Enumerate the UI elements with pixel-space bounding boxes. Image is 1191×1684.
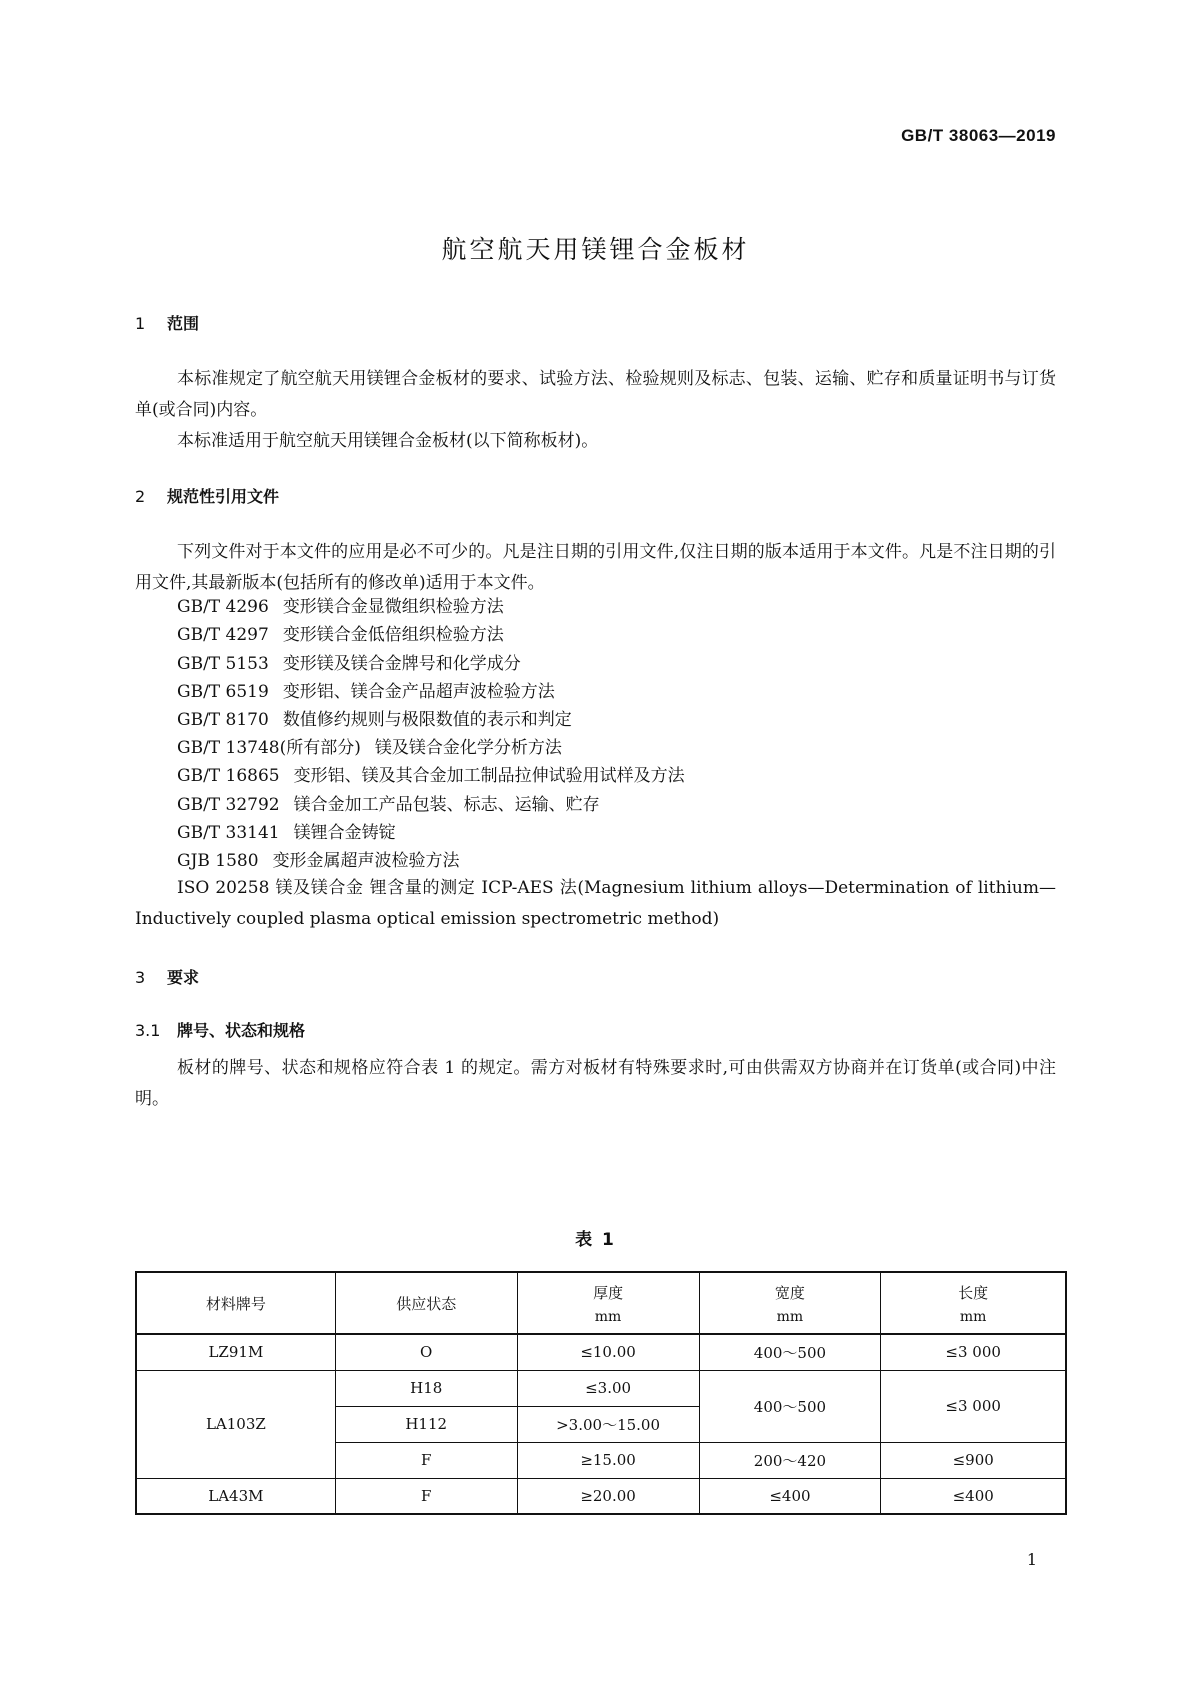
reference-title: 变形铝、镁及其合金加工制品拉伸试验用试样及方法 bbox=[293, 766, 685, 786]
header-grade: 材料牌号 bbox=[136, 1272, 335, 1334]
reference-title: 变形镁及镁合金牌号和化学成分 bbox=[282, 654, 521, 674]
unit-label: mm bbox=[776, 1308, 804, 1325]
cell-width: 400～500 bbox=[699, 1334, 881, 1370]
references-intro bbox=[135, 537, 1056, 599]
page-number: 1 bbox=[1026, 1550, 1037, 1569]
cell-thickness: ≤10.00 bbox=[517, 1334, 699, 1370]
iso-reference-text: ISO 20258 镁及镁合金 锂含量的测定 ICP-AES 法(Magnesium lithium alloys—Determination of lithium—Inductively coupled plasma optical emission spectrometric method) bbox=[135, 878, 1056, 929]
reference-title: 变形镁合金显微组织检验方法 bbox=[282, 597, 504, 617]
section-heading-normative-references bbox=[135, 484, 279, 507]
section-heading-requirements bbox=[135, 965, 199, 988]
header-label: 宽度 bbox=[774, 1283, 805, 1302]
reference-code: GB/T 33141 bbox=[177, 823, 280, 843]
section-title: 规范性引用文件 bbox=[167, 487, 280, 506]
standard-code: GB/T 38063—2019 bbox=[901, 126, 1056, 145]
unit-label: mm bbox=[594, 1308, 622, 1325]
cell-temper: F bbox=[335, 1478, 517, 1514]
unit-label: mm bbox=[959, 1308, 987, 1325]
specification-table bbox=[135, 1271, 1067, 1515]
reference-code: GB/T 8170 bbox=[177, 710, 269, 730]
grade-paragraph bbox=[135, 1053, 1056, 1115]
cell-length: ≤900 bbox=[881, 1442, 1066, 1478]
cell-width: 400～500 bbox=[699, 1370, 881, 1442]
cell-width: 200～420 bbox=[699, 1442, 881, 1478]
reference-code: GB/T 6519 bbox=[177, 682, 269, 702]
reference-code: GB/T 5153 bbox=[177, 654, 269, 674]
reference-item bbox=[177, 625, 504, 645]
cell-temper: H18 bbox=[335, 1370, 517, 1406]
subsection-number: 3.1 bbox=[135, 1021, 161, 1040]
cell-width: ≤400 bbox=[699, 1478, 881, 1514]
reference-title: 变形金属超声波检验方法 bbox=[272, 851, 460, 871]
cell-thickness: ≤3.00 bbox=[517, 1370, 699, 1406]
references-intro-paragraph: 下列文件对于本文件的应用是必不可少的。凡是注日期的引用文件,仅注日期的版本适用于本文件。凡是不注日期的引用文件,其最新版本(包括所有的修改单)适用于本文件。 bbox=[135, 542, 1056, 593]
section-title: 范围 bbox=[167, 314, 200, 333]
reference-code: GB/T 13748(所有部分) bbox=[177, 738, 361, 758]
section-number: 1 bbox=[135, 314, 146, 333]
header-thickness bbox=[517, 1272, 699, 1334]
reference-item bbox=[177, 710, 572, 730]
table-header-row bbox=[136, 1272, 1066, 1334]
reference-title: 镁合金加工产品包装、标志、运输、贮存 bbox=[293, 795, 600, 815]
reference-item bbox=[177, 597, 504, 617]
reference-item bbox=[177, 851, 460, 871]
cell-thickness: ≥15.00 bbox=[517, 1442, 699, 1478]
header-label: 厚度 bbox=[593, 1283, 624, 1302]
reference-item bbox=[177, 654, 521, 674]
scope-paragraph-2: 本标准适用于航空航天用镁锂合金板材(以下简称板材)。 bbox=[177, 431, 599, 451]
cell-temper: O bbox=[335, 1334, 517, 1370]
header-label: 长度 bbox=[958, 1283, 989, 1302]
document-title: 航空航天用镁锂合金板材 bbox=[441, 235, 750, 264]
table-row bbox=[136, 1478, 1066, 1514]
reference-code: GB/T 4297 bbox=[177, 625, 269, 645]
scope-paragraphs bbox=[135, 364, 1056, 457]
section-number: 3 bbox=[135, 968, 146, 987]
section-title: 要求 bbox=[167, 968, 200, 987]
reference-item bbox=[177, 766, 685, 786]
reference-code: GB/T 16865 bbox=[177, 766, 280, 786]
iso-reference bbox=[135, 873, 1056, 935]
cell-length: ≤3 000 bbox=[881, 1334, 1066, 1370]
reference-code: GJB 1580 bbox=[177, 851, 259, 871]
reference-title: 数值修约规则与极限数值的表示和判定 bbox=[282, 710, 572, 730]
reference-item bbox=[177, 795, 600, 815]
reference-code: GB/T 32792 bbox=[177, 795, 280, 815]
table-row bbox=[136, 1370, 1066, 1406]
cell-grade: LZ91M bbox=[136, 1334, 335, 1370]
reference-item bbox=[177, 738, 562, 758]
cell-length: ≤3 000 bbox=[881, 1370, 1066, 1442]
header-width bbox=[699, 1272, 881, 1334]
reference-item bbox=[177, 682, 555, 702]
cell-thickness: >3.00～15.00 bbox=[517, 1406, 699, 1442]
cell-length: ≤400 bbox=[881, 1478, 1066, 1514]
subsection-title: 牌号、状态和规格 bbox=[177, 1021, 306, 1040]
cell-grade: LA103Z bbox=[136, 1370, 335, 1478]
section-number: 2 bbox=[135, 487, 146, 506]
cell-temper: H112 bbox=[335, 1406, 517, 1442]
reference-item bbox=[177, 823, 396, 843]
cell-thickness: ≥20.00 bbox=[517, 1478, 699, 1514]
cell-grade: LA43M bbox=[136, 1478, 335, 1514]
reference-title: 变形镁合金低倍组织检验方法 bbox=[282, 625, 504, 645]
reference-title: 变形铝、镁合金产品超声波检验方法 bbox=[282, 682, 555, 702]
section-heading-scope bbox=[135, 311, 199, 334]
reference-title: 镁及镁合金化学分析方法 bbox=[374, 738, 562, 758]
reference-code: GB/T 4296 bbox=[177, 597, 269, 617]
subsection-heading bbox=[135, 1018, 305, 1041]
header-length bbox=[881, 1272, 1066, 1334]
table-caption: 表 1 bbox=[575, 1230, 616, 1250]
header-temper: 供应状态 bbox=[335, 1272, 517, 1334]
scope-paragraph-1: 本标准规定了航空航天用镁锂合金板材的要求、试验方法、检验规则及标志、包装、运输、贮存和质量证明书与订货单(或合同)内容。 bbox=[135, 369, 1056, 420]
reference-title: 镁锂合金铸锭 bbox=[293, 823, 396, 843]
table-row bbox=[136, 1334, 1066, 1370]
grade-paragraph-text: 板材的牌号、状态和规格应符合表 1 的规定。需方对板材有特殊要求时,可由供需双方协商并在订货单(或合同)中注明。 bbox=[135, 1058, 1056, 1109]
cell-temper: F bbox=[335, 1442, 517, 1478]
